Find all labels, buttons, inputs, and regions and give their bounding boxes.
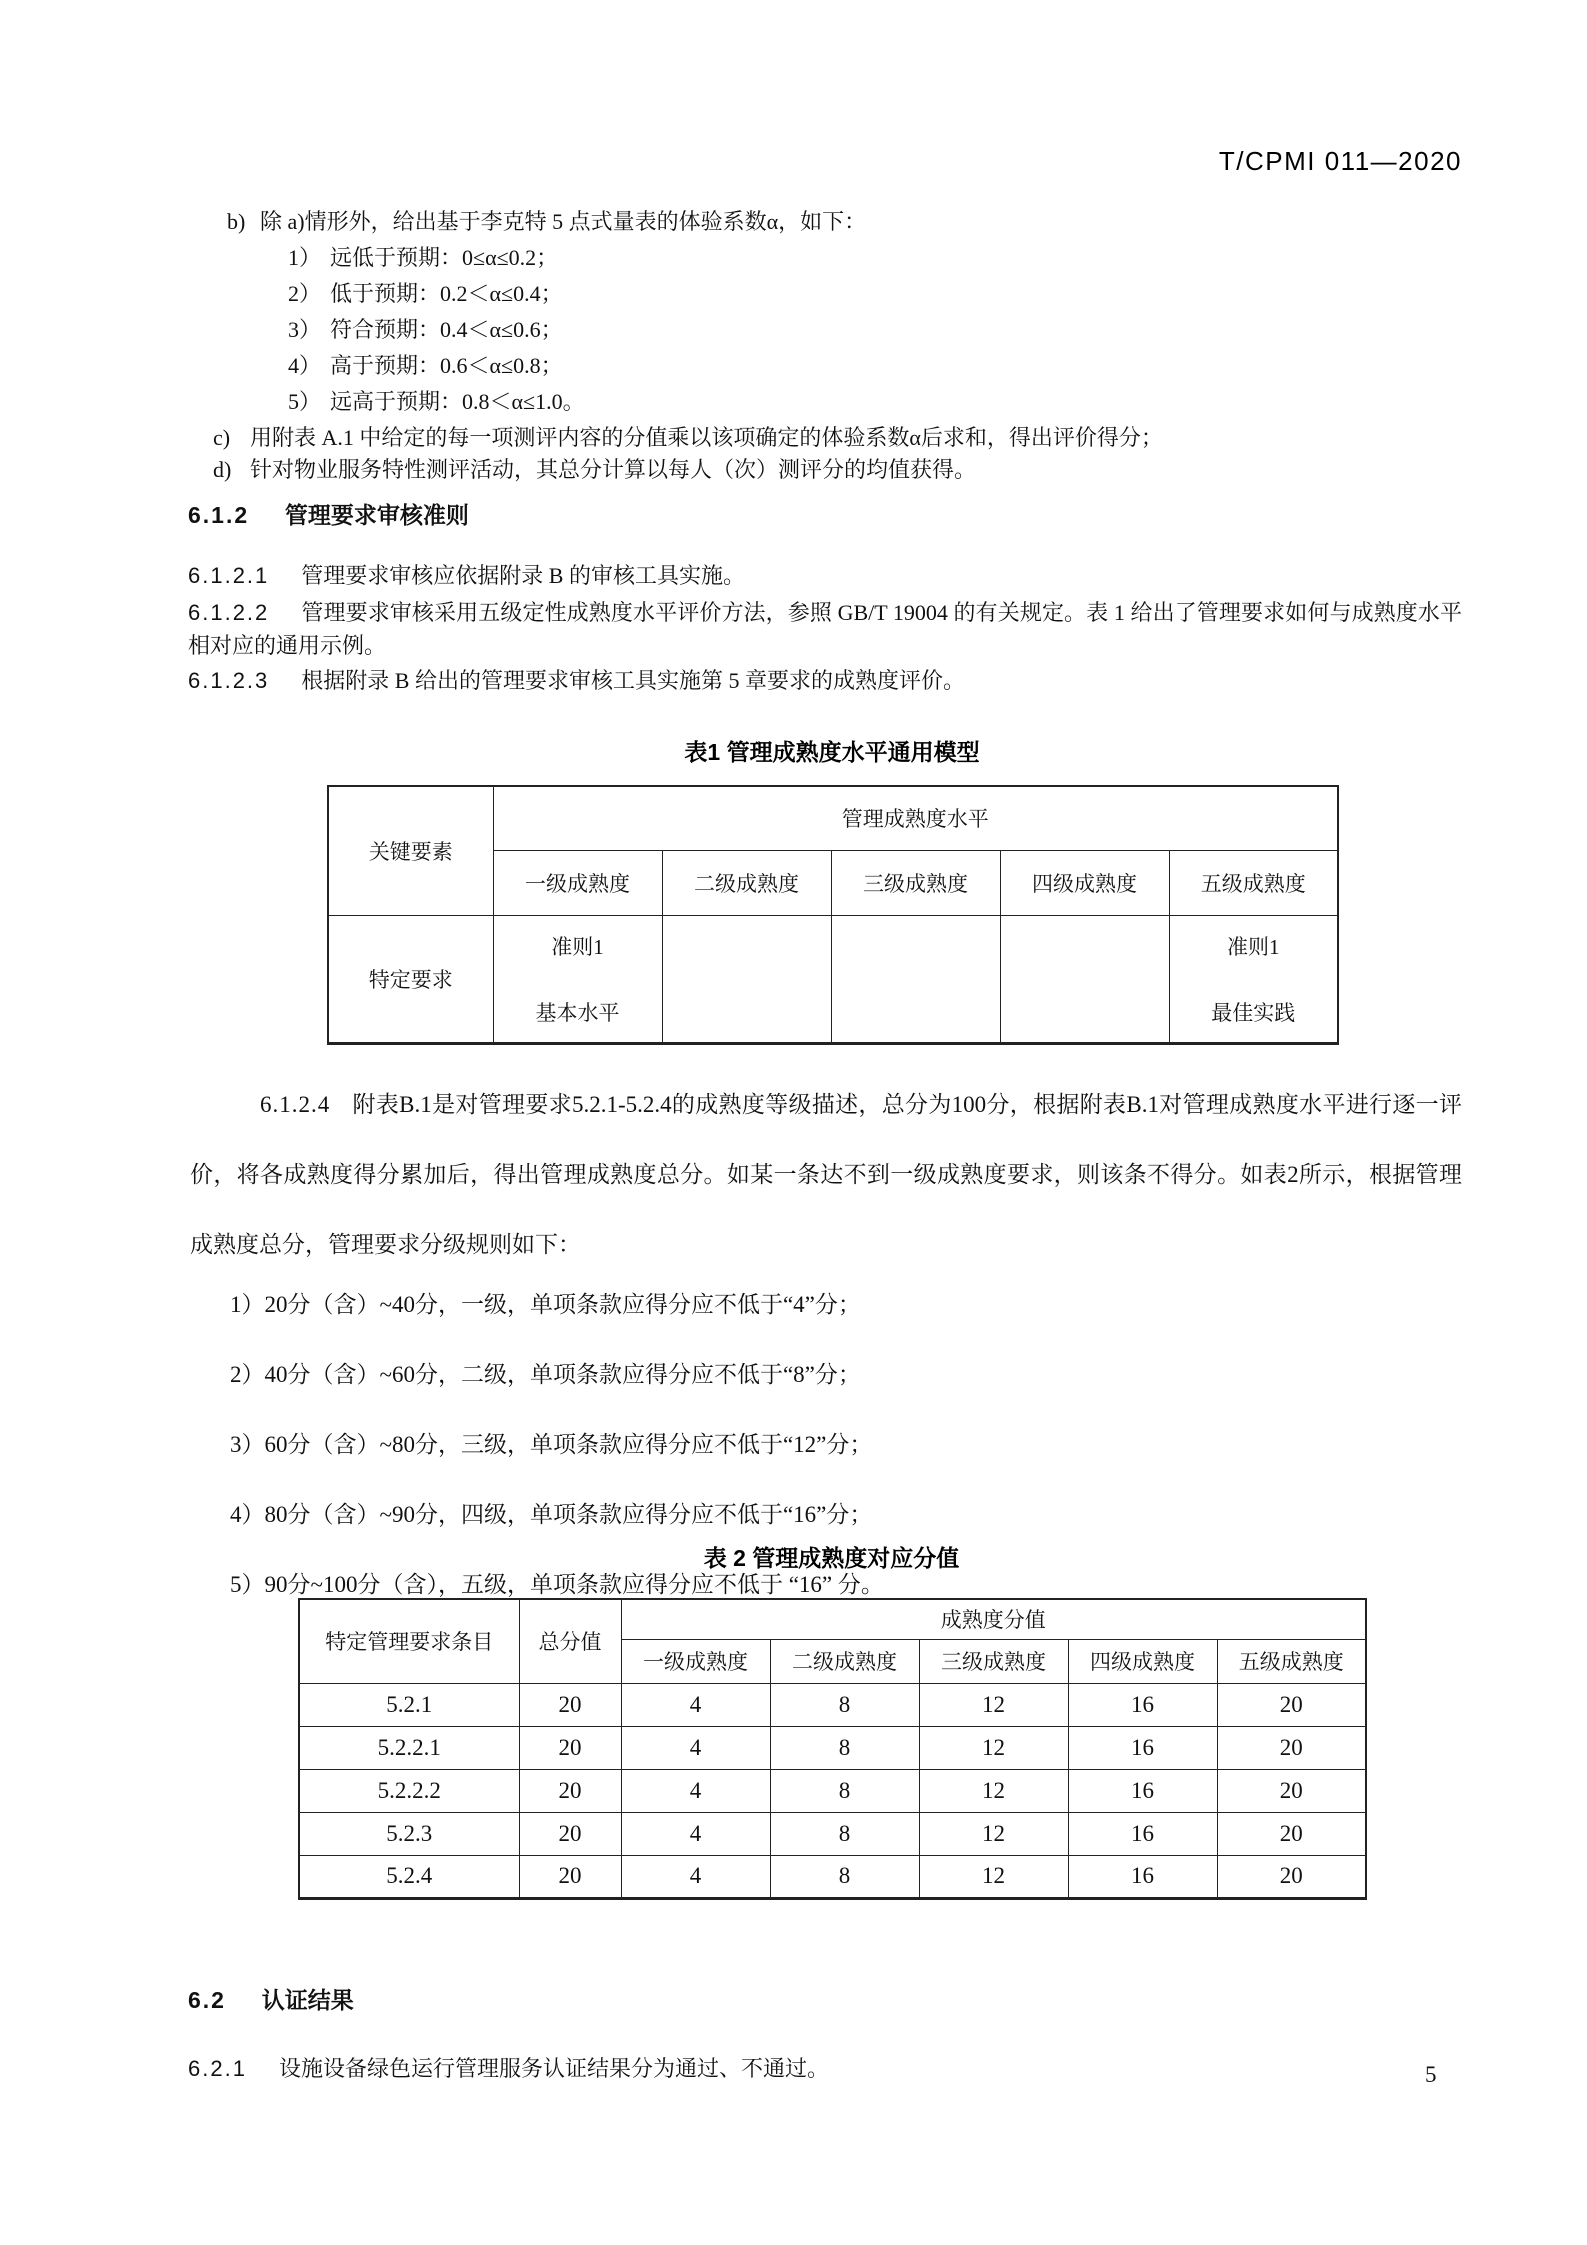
score-cell: 4 (621, 1812, 770, 1855)
table-row (299, 1769, 1366, 1812)
list-item-text: 远高于预期：0.8＜α≤1.0。 (330, 389, 585, 414)
list-item-d (213, 454, 976, 486)
clause-6-1-2-2 (188, 596, 1462, 662)
table-row (299, 1683, 1366, 1726)
table2-level-header: 五级成熟度 (1217, 1639, 1366, 1683)
table2-group-header: 成熟度分值 (621, 1599, 1366, 1639)
score-cell: 12 (919, 1726, 1068, 1769)
page-number: 5 (1425, 2062, 1437, 2087)
table1-level-header: 五级成熟度 (1169, 850, 1338, 915)
table1-level-header: 三级成熟度 (831, 850, 1000, 915)
table-maturity-model (327, 785, 1339, 1045)
grading-rule: 4）80分（含）~90分，四级，单项条款应得分应不低于“16”分； (230, 1502, 873, 1527)
list-item-label: 4） (288, 353, 322, 378)
table1-row-header: 特定要求 (328, 915, 493, 1043)
clause-text: 管理要求审核采用五级定性成熟度水平评价方法，参照 GB/T 19004 的有关规定。表 1 给出了管理要求如何与成熟度水平相对应的通用示例。 (188, 600, 1462, 658)
table2-level-header: 三级成熟度 (919, 1639, 1068, 1683)
clause-number: 6.1.2.4 (260, 1092, 331, 1117)
score-cell: 4 (621, 1855, 770, 1898)
table1-cell-level3 (831, 915, 1000, 1043)
score-cell: 16 (1068, 1726, 1217, 1769)
table-row (299, 1855, 1366, 1898)
score-cell: 4 (621, 1683, 770, 1726)
list-item-label: 3） (288, 317, 322, 342)
table2-total-header: 总分值 (519, 1599, 621, 1683)
score-cell: 8 (770, 1769, 919, 1812)
grading-rule: 2）40分（含）~60分，二级，单项条款应得分应不低于“8”分； (230, 1362, 861, 1387)
req-item-cell: 5.2.2.1 (299, 1726, 519, 1769)
table1-cell-level1 (493, 915, 662, 1043)
list-item-label: 1） (288, 245, 322, 270)
list-item-b-text: 除 a)情形外，给出基于李克特 5 点式量表的体验系数α，如下： (260, 209, 867, 234)
clause-number: 6.1.2.1 (188, 563, 270, 588)
list-item (288, 348, 585, 384)
total-score-cell: 20 (519, 1855, 621, 1898)
heading-title: 管理要求审核准则 (284, 502, 469, 528)
table2-level-header: 一级成熟度 (621, 1639, 770, 1683)
list-item (288, 240, 585, 276)
list-item (288, 312, 585, 348)
req-item-cell: 5.2.4 (299, 1855, 519, 1898)
clause-6-1-2-4 (190, 1070, 1462, 1280)
score-cell: 4 (621, 1726, 770, 1769)
score-cell: 4 (621, 1769, 770, 1812)
score-cell: 20 (1217, 1726, 1366, 1769)
heading-title: 认证结果 (261, 1987, 354, 2013)
grading-rule: 3）60分（含）~80分，三级，单项条款应得分应不低于“12”分； (230, 1432, 873, 1457)
table1-title: 表1 管理成熟度水平通用模型 (684, 739, 980, 765)
clause-6-2-1 (188, 2052, 829, 2085)
list-item-c (213, 422, 1163, 454)
list-item-label: 5） (288, 389, 322, 414)
table-row (328, 915, 1338, 1043)
cell-line-top: 准则1 (1227, 934, 1280, 959)
table2-item-header: 特定管理要求条目 (299, 1599, 519, 1683)
list-item-c-label: c) (213, 425, 231, 450)
table-row (299, 1812, 1366, 1855)
req-item-cell: 5.2.3 (299, 1812, 519, 1855)
score-cell: 16 (1068, 1855, 1217, 1898)
table1-cell-level4 (1000, 915, 1169, 1043)
list-item-text: 低于预期：0.2＜α≤0.4； (330, 281, 563, 306)
table-row (299, 1599, 1366, 1639)
score-cell: 12 (919, 1769, 1068, 1812)
score-cell: 12 (919, 1812, 1068, 1855)
score-cell: 20 (1217, 1769, 1366, 1812)
score-cell: 12 (919, 1683, 1068, 1726)
table1-level-header: 四级成熟度 (1000, 850, 1169, 915)
table1-level-header: 一级成熟度 (493, 850, 662, 915)
heading-number: 6.2 (188, 1987, 226, 2013)
list-item-text: 远低于预期：0≤α≤0.2； (330, 245, 559, 270)
score-cell: 8 (770, 1683, 919, 1726)
clause-text: 附表B.1是对管理要求5.2.1-5.2.4的成熟度等级描述，总分为100分，根据附表B.1对管理成熟度水平进行逐一评价，将各成熟度得分累加后，得出管理成熟度总分。如某一条达不到一级成熟度要求，则该条不得分。如表2所示，根据管理成熟度总分，管理要求分级规则如下： (190, 1092, 1462, 1257)
cell-line-top: 准则1 (551, 934, 604, 959)
req-item-cell: 5.2.1 (299, 1683, 519, 1726)
list-item-d-text: 针对物业服务特性测评活动，其总分计算以每人（次）测评分的均值获得。 (250, 457, 977, 482)
heading-number: 6.1.2 (188, 502, 250, 528)
score-cell: 12 (919, 1855, 1068, 1898)
list-item-text: 高于预期：0.6＜α≤0.8； (330, 353, 563, 378)
clause-text: 设施设备绿色运行管理服务认证结果分为通过、不通过。 (278, 2056, 829, 2081)
clause-number: 6.1.2.3 (188, 668, 270, 693)
table2-level-header: 四级成熟度 (1068, 1639, 1217, 1683)
list-item-d-label: d) (213, 457, 232, 482)
total-score-cell: 20 (519, 1769, 621, 1812)
standard-code-header: T/CPMI 011—2020 (1218, 146, 1462, 176)
score-cell: 20 (1217, 1812, 1366, 1855)
list-item-b-label: b) (227, 209, 246, 234)
heading-6-1-2 (188, 499, 469, 532)
total-score-cell: 20 (519, 1683, 621, 1726)
score-cell: 16 (1068, 1683, 1217, 1726)
list-item-b (227, 206, 866, 238)
table-row (299, 1726, 1366, 1769)
cell-line-bottom: 基本水平 (535, 1000, 620, 1025)
table-maturity-scores (298, 1598, 1367, 1900)
clause-text: 根据附录 B 给出的管理要求审核工具实施第 5 章要求的成熟度评价。 (301, 668, 965, 693)
score-cell: 16 (1068, 1812, 1217, 1855)
likert-scale-list (288, 240, 585, 420)
clause-6-1-2-1 (188, 559, 745, 592)
score-cell: 16 (1068, 1769, 1217, 1812)
clause-6-1-2-3 (188, 664, 965, 697)
table2-level-header: 二级成熟度 (770, 1639, 919, 1683)
table2-title: 表 2 管理成熟度对应分值 (703, 1545, 960, 1571)
score-cell: 8 (770, 1855, 919, 1898)
total-score-cell: 20 (519, 1812, 621, 1855)
list-item (288, 276, 585, 312)
total-score-cell: 20 (519, 1726, 621, 1769)
list-item-text: 符合预期：0.4＜α≤0.6； (330, 317, 563, 342)
score-cell: 20 (1217, 1683, 1366, 1726)
cell-line-bottom: 最佳实践 (1211, 1000, 1296, 1025)
clause-number: 6.2.1 (188, 2056, 247, 2081)
heading-6-2 (188, 1984, 354, 2017)
req-item-cell: 5.2.2.2 (299, 1769, 519, 1812)
clause-number: 6.1.2.2 (188, 600, 270, 625)
score-cell: 8 (770, 1726, 919, 1769)
table1-cell-level2 (662, 915, 831, 1043)
table1-level-header: 二级成熟度 (662, 850, 831, 915)
score-cell: 8 (770, 1812, 919, 1855)
list-item-label: 2） (288, 281, 322, 306)
clause-text: 管理要求审核应依据附录 B 的审核工具实施。 (301, 563, 745, 588)
table1-cell-level5 (1169, 915, 1338, 1043)
list-item (288, 384, 585, 420)
list-item-c-text: 用附表 A.1 中给定的每一项测评内容的分值乘以该项确定的体验系数α后求和，得出评价得分； (250, 425, 1163, 450)
score-cell: 20 (1217, 1855, 1366, 1898)
grading-rule: 1）20分（含）~40分，一级，单项条款应得分应不低于“4”分； (230, 1292, 861, 1317)
table1-corner-header: 关键要素 (328, 786, 493, 915)
grading-rule: 5）90分~100分（含），五级，单项条款应得分应不低于 “16” 分。 (230, 1572, 884, 1597)
table1-group-header: 管理成熟度水平 (493, 786, 1338, 850)
table-row (328, 786, 1338, 850)
